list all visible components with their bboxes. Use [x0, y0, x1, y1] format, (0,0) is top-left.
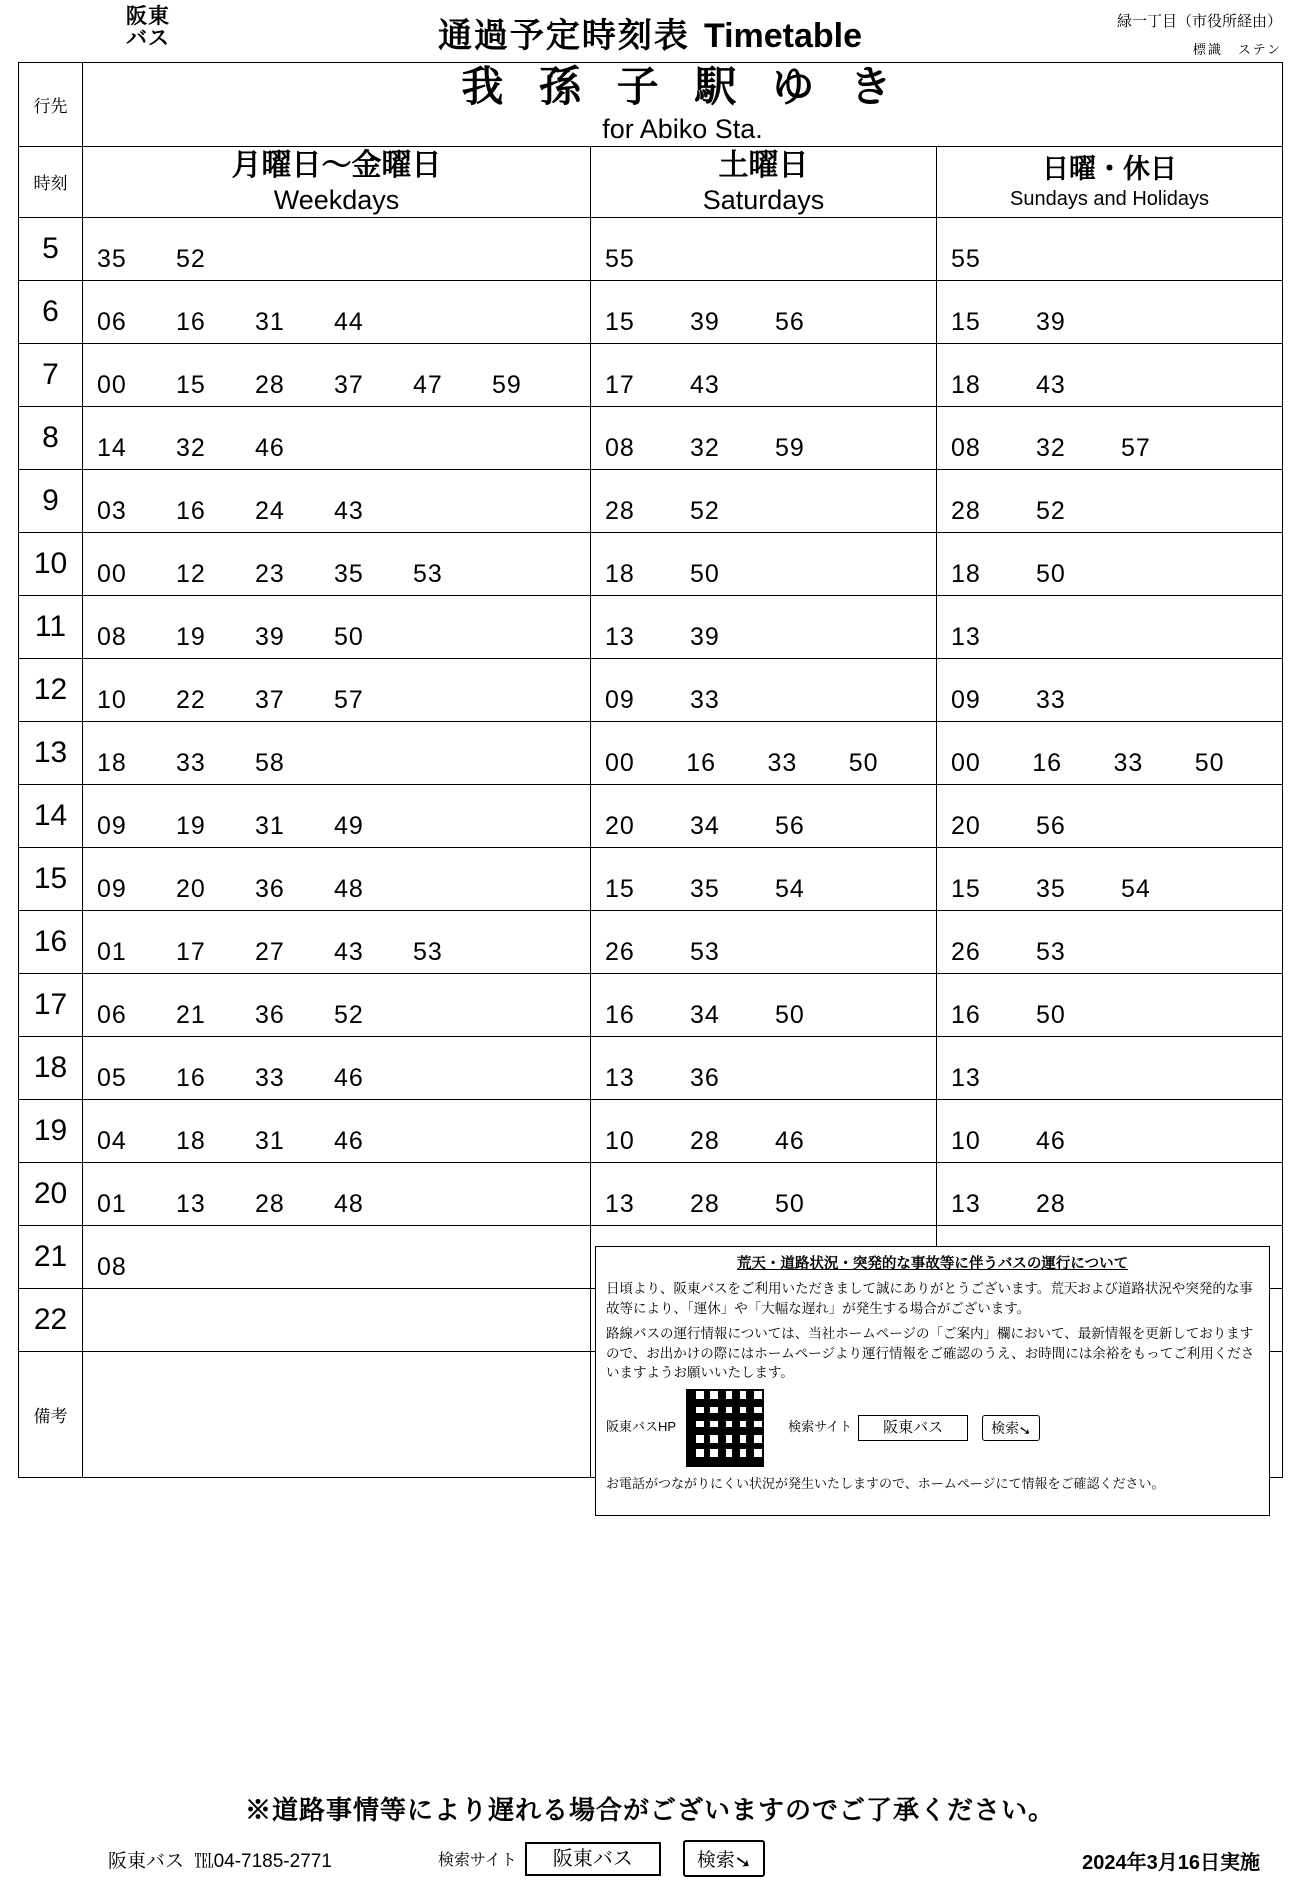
- departure-minute: 53: [1036, 937, 1066, 966]
- departure-minute: 43: [1036, 370, 1066, 399]
- departure-minute: 20: [951, 811, 981, 840]
- search-button-label: 検索: [991, 1419, 1020, 1436]
- times-cell-saturdays: [591, 973, 937, 1036]
- times-cell-sundays: [937, 595, 1283, 658]
- footer-search-button[interactable]: [683, 1840, 765, 1877]
- departure-minute: 34: [690, 811, 720, 840]
- departure-minute: 26: [951, 937, 981, 966]
- destination-jp: 我 孫 子 駅 ゆ き: [461, 63, 904, 110]
- table-row: [19, 217, 1283, 280]
- departure-minute: 28: [255, 1189, 285, 1218]
- times-cell-saturdays: [591, 469, 937, 532]
- departure-minute: 28: [605, 496, 635, 525]
- hour-cell: 22: [19, 1288, 83, 1351]
- departure-minute: 31: [255, 1126, 285, 1155]
- table-row: [19, 973, 1283, 1036]
- table-row: [19, 1162, 1283, 1225]
- departure-minute: 50: [334, 622, 364, 651]
- departure-minute: 58: [255, 748, 285, 777]
- departure-minute: 13: [605, 1189, 635, 1218]
- times-cell-saturdays: [591, 532, 937, 595]
- departure-minute: 09: [605, 685, 635, 714]
- time-label: 時刻: [19, 146, 83, 217]
- departure-minute: 18: [605, 559, 635, 588]
- departure-minute: 34: [690, 1000, 720, 1029]
- search-site-label: 検索サイト: [788, 1419, 853, 1435]
- hour-cell: 20: [19, 1162, 83, 1225]
- departure-minute: 18: [951, 370, 981, 399]
- departure-minute: 49: [334, 811, 364, 840]
- departure-minute: 20: [605, 811, 635, 840]
- departure-minute: 19: [176, 811, 206, 840]
- departure-minute: 12: [176, 559, 206, 588]
- times-cell-weekdays: [83, 217, 591, 280]
- departure-minute: 17: [176, 937, 206, 966]
- departure-minute: 01: [97, 1189, 127, 1218]
- departure-minute: 50: [775, 1189, 805, 1218]
- times-cell-saturdays: [591, 217, 937, 280]
- footer-contact: [108, 1846, 332, 1873]
- times-cell-sundays: [937, 1162, 1283, 1225]
- departure-minute: 32: [176, 433, 206, 462]
- departure-minute: 00: [951, 748, 981, 777]
- departure-minute: 09: [97, 874, 127, 903]
- page-title-jp: 通過予定時刻表: [437, 17, 690, 55]
- departure-minute: 57: [334, 685, 364, 714]
- departure-minute: 00: [97, 559, 127, 588]
- times-cell-weekdays: [83, 1162, 591, 1225]
- departure-minute: 53: [690, 937, 720, 966]
- table-row: [19, 469, 1283, 532]
- effective-date: 2024年3月16日実施: [1082, 1852, 1260, 1874]
- departure-minute: 50: [1036, 1000, 1066, 1029]
- times-cell-saturdays: [591, 1162, 937, 1225]
- departure-minute: 10: [605, 1126, 635, 1155]
- times-cell-sundays: [937, 910, 1283, 973]
- times-cell-sundays: [937, 1099, 1283, 1162]
- times-cell-saturdays: [591, 847, 937, 910]
- footer-search-label: 検索サイト: [438, 1852, 517, 1869]
- departure-minute: 13: [176, 1189, 206, 1218]
- departure-minute: 36: [255, 874, 285, 903]
- times-cell-weekdays: [83, 595, 591, 658]
- departure-minute: 59: [775, 433, 805, 462]
- departure-minute: 15: [605, 874, 635, 903]
- departure-minute: 15: [951, 307, 981, 336]
- departure-minute: 33: [1036, 685, 1066, 714]
- departure-minute: 35: [690, 874, 720, 903]
- departure-minute: 46: [334, 1063, 364, 1092]
- departure-minute: 55: [605, 244, 635, 273]
- notice-paragraph-2: 路線バスの運行情報については、当社ホームページの「ご案内」欄において、最新情報を更新しておりますので、お出かけの際にはホームページより運行情報をご確認のうえ、お時間には余裕をもってご利用くださいますようお願いいたします。: [606, 1326, 1255, 1381]
- departure-minute: 22: [176, 685, 206, 714]
- times-cell-saturdays: [591, 1036, 937, 1099]
- times-cell-sundays: [937, 1036, 1283, 1099]
- departure-minute: 33: [176, 748, 206, 777]
- times-cell-weekdays: [83, 784, 591, 847]
- stop-name: 緑一丁目（市役所経由）: [1116, 13, 1282, 30]
- departure-minute: 16: [176, 307, 206, 336]
- times-cell-sundays: [937, 721, 1283, 784]
- table-row: [19, 280, 1283, 343]
- stop-info: [1117, 10, 1282, 61]
- times-cell-saturdays: [591, 721, 937, 784]
- hour-cell: 18: [19, 1036, 83, 1099]
- departure-minute: 28: [255, 370, 285, 399]
- hour-cell: 10: [19, 532, 83, 595]
- departure-minute: 33: [255, 1063, 285, 1092]
- departure-minute: 56: [775, 307, 805, 336]
- departure-minute: 00: [97, 370, 127, 399]
- times-cell-weekdays: [83, 910, 591, 973]
- table-row: [19, 847, 1283, 910]
- departure-minute: 33: [1113, 748, 1144, 777]
- table-row: [19, 658, 1283, 721]
- departure-minute: 16: [686, 748, 717, 777]
- sundays-en: Sundays and Holidays: [1010, 187, 1210, 210]
- departure-minute: 33: [767, 748, 798, 777]
- departure-minute: 35: [334, 559, 364, 588]
- search-button[interactable]: [982, 1415, 1040, 1441]
- times-cell-weekdays: [83, 973, 591, 1036]
- departure-minute: 13: [605, 1063, 635, 1092]
- departure-minute: 39: [690, 307, 720, 336]
- times-cell-weekdays: [83, 469, 591, 532]
- hour-cell: 7: [19, 343, 83, 406]
- departure-minute: 56: [775, 811, 805, 840]
- destination-en: for Abiko Sta.: [602, 114, 763, 145]
- departure-minute: 32: [1036, 433, 1066, 462]
- departure-minute: 53: [413, 559, 443, 588]
- departure-minute: 13: [951, 622, 981, 651]
- departure-minute: 08: [605, 433, 635, 462]
- departure-minute: 46: [255, 433, 285, 462]
- departure-minute: 28: [690, 1189, 720, 1218]
- departure-minute: 10: [97, 685, 127, 714]
- departure-minute: 13: [951, 1063, 981, 1092]
- times-cell-weekdays: [83, 721, 591, 784]
- departure-minute: 43: [334, 937, 364, 966]
- departure-minute: 39: [690, 622, 720, 651]
- notice-title: 荒天・道路状況・突発的な事故等に伴うバスの運行について: [736, 1256, 1129, 1272]
- times-cell-weekdays: [83, 1288, 591, 1351]
- column-header-sundays: [937, 146, 1283, 217]
- times-cell-saturdays: [591, 1099, 937, 1162]
- times-cell-sundays: [937, 406, 1283, 469]
- departure-minute: 33: [690, 685, 720, 714]
- departure-minute: 50: [1036, 559, 1066, 588]
- departure-minute: 39: [1036, 307, 1066, 336]
- departure-minute: 03: [97, 496, 127, 525]
- column-header-weekdays: [83, 146, 591, 217]
- times-cell-sundays: [937, 280, 1283, 343]
- departure-minute: 48: [334, 1189, 364, 1218]
- header-bar: [0, 0, 1300, 62]
- departure-minute: 37: [334, 370, 364, 399]
- departure-minute: 50: [775, 1000, 805, 1029]
- weekdays-jp: 月曜日〜金曜日: [231, 148, 442, 182]
- departure-minute: 26: [605, 937, 635, 966]
- destination-label: 行先: [19, 63, 83, 147]
- departure-minute: 16: [1032, 748, 1063, 777]
- times-cell-saturdays: [591, 784, 937, 847]
- hour-cell: 14: [19, 784, 83, 847]
- departure-minute: 16: [951, 1000, 981, 1029]
- departure-minute: 53: [413, 937, 443, 966]
- departure-minute: 57: [1121, 433, 1151, 462]
- footer-search-button-label: 検索: [696, 1850, 735, 1871]
- search-input[interactable]: 阪東バス: [858, 1415, 968, 1441]
- departure-minute: 48: [334, 874, 364, 903]
- footer-bar: [0, 1840, 1300, 1884]
- hp-label: 阪東バスHP: [606, 1419, 677, 1435]
- times-cell-weekdays: [83, 280, 591, 343]
- pole-info: 標識 ステン: [1192, 42, 1282, 57]
- times-cell-sundays: [937, 847, 1283, 910]
- hour-cell: 16: [19, 910, 83, 973]
- departure-minute: 08: [951, 433, 981, 462]
- hour-cell: 6: [19, 280, 83, 343]
- departure-minute: 46: [1036, 1126, 1066, 1155]
- hour-cell: 11: [19, 595, 83, 658]
- departure-minute: 46: [334, 1126, 364, 1155]
- hour-cell: 12: [19, 658, 83, 721]
- remarks-cell-weekdays: [83, 1351, 591, 1477]
- departure-minute: 32: [690, 433, 720, 462]
- departure-minute: 05: [97, 1063, 127, 1092]
- departure-minute: 52: [176, 244, 206, 273]
- departure-minute: 10: [951, 1126, 981, 1155]
- cursor-arrow-icon: ➘: [1017, 1420, 1033, 1439]
- departure-minute: 31: [255, 307, 285, 336]
- column-header-saturdays: [591, 146, 937, 217]
- departure-minute: 04: [97, 1126, 127, 1155]
- departure-minute: 15: [176, 370, 206, 399]
- departure-minute: 28: [951, 496, 981, 525]
- departure-minute: 16: [176, 1063, 206, 1092]
- departure-minute: 52: [690, 496, 720, 525]
- departure-minute: 06: [97, 1000, 127, 1029]
- daytype-row: [19, 146, 1283, 217]
- company-logo-line2: バス: [126, 27, 170, 51]
- departure-minute: 20: [176, 874, 206, 903]
- times-cell-saturdays: [591, 280, 937, 343]
- times-cell-sundays: [937, 343, 1283, 406]
- table-row: [19, 532, 1283, 595]
- footer-tel: ℡04-7185-2771: [194, 1851, 332, 1872]
- departure-minute: 28: [1036, 1189, 1066, 1218]
- departure-minute: 39: [255, 622, 285, 651]
- departure-minute: 50: [690, 559, 720, 588]
- departure-minute: 46: [775, 1126, 805, 1155]
- departure-minute: 23: [255, 559, 285, 588]
- times-cell-sundays: [937, 217, 1283, 280]
- table-row: [19, 343, 1283, 406]
- departure-minute: 55: [951, 244, 981, 273]
- hour-cell: 9: [19, 469, 83, 532]
- departure-minute: 06: [97, 307, 127, 336]
- departure-minute: 35: [97, 244, 127, 273]
- table-row: [19, 1036, 1283, 1099]
- times-cell-saturdays: [591, 910, 937, 973]
- times-cell-saturdays: [591, 595, 937, 658]
- departure-minute: 18: [951, 559, 981, 588]
- times-cell-weekdays: [83, 406, 591, 469]
- notice-search-row: [606, 1389, 1259, 1467]
- departure-minute: 15: [951, 874, 981, 903]
- remarks-label: 備考: [19, 1351, 83, 1477]
- departure-minute: 18: [176, 1126, 206, 1155]
- departure-minute: 09: [97, 811, 127, 840]
- hour-cell: 5: [19, 217, 83, 280]
- departure-minute: 31: [255, 811, 285, 840]
- sundays-jp: 日曜・休日: [1042, 153, 1177, 184]
- departure-minute: 21: [176, 1000, 206, 1029]
- table-row: [19, 1099, 1283, 1162]
- times-cell-weekdays: [83, 847, 591, 910]
- departure-minute: 43: [690, 370, 720, 399]
- hour-cell: 21: [19, 1225, 83, 1288]
- page-title-en: Timetable: [703, 17, 863, 55]
- times-cell-weekdays: [83, 1225, 591, 1288]
- departure-minute: 08: [97, 1252, 127, 1281]
- times-cell-sundays: [937, 973, 1283, 1036]
- departure-minute: 54: [1121, 874, 1151, 903]
- departure-minute: 44: [334, 307, 364, 336]
- times-cell-saturdays: [591, 658, 937, 721]
- departure-minute: 24: [255, 496, 285, 525]
- departure-minute: 00: [605, 748, 635, 777]
- weekdays-en: Weekdays: [273, 185, 400, 216]
- departure-minute: 52: [1036, 496, 1066, 525]
- hour-cell: 15: [19, 847, 83, 910]
- departure-minute: 47: [413, 370, 443, 399]
- departure-minute: 19: [176, 622, 206, 651]
- departure-minute: 15: [605, 307, 635, 336]
- departure-minute: 01: [97, 937, 127, 966]
- departure-minute: 56: [1036, 811, 1066, 840]
- departure-minute: 52: [334, 1000, 364, 1029]
- table-row: [19, 910, 1283, 973]
- times-cell-saturdays: [591, 406, 937, 469]
- departure-minute: 36: [690, 1063, 720, 1092]
- delay-disclaimer: ※道路事情等により遅れる場合がございますのでご了承ください。: [244, 1795, 1055, 1825]
- times-cell-sundays: [937, 784, 1283, 847]
- departure-minute: 59: [492, 370, 522, 399]
- hour-cell: 17: [19, 973, 83, 1036]
- hour-cell: 13: [19, 721, 83, 784]
- departure-minute: 35: [1036, 874, 1066, 903]
- departure-minute: 27: [255, 937, 285, 966]
- times-cell-sundays: [937, 658, 1283, 721]
- departure-minute: 09: [951, 685, 981, 714]
- page-title: [0, 5, 1300, 57]
- company-logo-line1: 阪東: [126, 5, 170, 28]
- hour-cell: 8: [19, 406, 83, 469]
- table-row: [19, 406, 1283, 469]
- notice-paragraph-1: 日頃より、阪東バスをご利用いただきまして誠にありがとうございます。荒天および道路状況や突発的な事故等により、「運休」や「大幅な遅れ」が発生する場合がございます。: [606, 1281, 1253, 1316]
- destination-cell: [83, 63, 1283, 147]
- departure-minute: 54: [775, 874, 805, 903]
- departure-minute: 28: [690, 1126, 720, 1155]
- departure-minute: 14: [97, 433, 127, 462]
- hour-cell: 19: [19, 1099, 83, 1162]
- departure-minute: 17: [605, 370, 635, 399]
- footer-search-row: [438, 1840, 765, 1877]
- departure-minute: 43: [334, 496, 364, 525]
- footer-cursor-arrow-icon: ➘: [733, 1850, 753, 1875]
- saturdays-en: Saturdays: [702, 185, 825, 216]
- destination-row: [19, 63, 1283, 147]
- departure-minute: 13: [951, 1189, 981, 1218]
- times-cell-weekdays: [83, 532, 591, 595]
- table-row: [19, 721, 1283, 784]
- departure-minute: 37: [255, 685, 285, 714]
- departure-minute: 16: [605, 1000, 635, 1029]
- times-cell-sundays: [937, 532, 1283, 595]
- departure-minute: 08: [97, 622, 127, 651]
- times-cell-weekdays: [83, 658, 591, 721]
- departure-minute: 50: [1194, 748, 1225, 777]
- service-notice-box: [595, 1246, 1270, 1516]
- departure-minute: 36: [255, 1000, 285, 1029]
- notice-tail: お電話がつながりにくい状況が発生いたしますので、ホームページにて情報をご確認ください。: [606, 1475, 1165, 1491]
- footer-company: 阪東バス: [108, 1851, 185, 1872]
- qr-code-icon[interactable]: [686, 1389, 764, 1467]
- departure-minute: 13: [605, 622, 635, 651]
- times-cell-sundays: [937, 469, 1283, 532]
- departure-minute: 18: [97, 748, 127, 777]
- departure-minute: 16: [176, 496, 206, 525]
- times-cell-weekdays: [83, 343, 591, 406]
- saturdays-jp: 土曜日: [718, 148, 809, 182]
- departure-minute: 50: [848, 748, 879, 777]
- times-cell-weekdays: [83, 1099, 591, 1162]
- table-row: [19, 784, 1283, 847]
- table-row: [19, 595, 1283, 658]
- times-cell-saturdays: [591, 343, 937, 406]
- footer-search-input[interactable]: 阪東バス: [525, 1842, 661, 1876]
- times-cell-weekdays: [83, 1036, 591, 1099]
